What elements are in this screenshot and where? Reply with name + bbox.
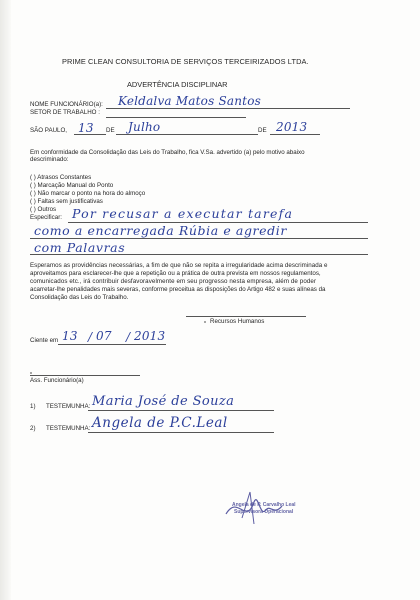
employee-signature-mark bbox=[30, 372, 32, 374]
witness-1-line bbox=[88, 410, 274, 411]
ciente-year: 2013 bbox=[134, 329, 166, 343]
option-faltas: ( ) Faltas sem justificativas bbox=[30, 198, 103, 205]
supervisor-stamp bbox=[232, 502, 332, 524]
option-atrasos: ( ) Atrasos Constantes bbox=[30, 174, 92, 181]
stamp-signature bbox=[224, 488, 284, 528]
specify-handwritten-1: Por recusar a executar tarefa bbox=[72, 206, 294, 221]
ciente-label: Ciente em bbox=[30, 337, 59, 344]
employee-line bbox=[106, 108, 350, 109]
witness-2-label: TESTEMUNHA: bbox=[46, 425, 91, 432]
stamp-role: Supervisora Operacional bbox=[234, 509, 294, 515]
closing-line-1: Esperamos as providências necessárias, a fim de que não se repita a irregularidade acima descriminada e bbox=[30, 262, 328, 269]
city-label: SÃO PAULO, bbox=[30, 127, 68, 134]
ciente-day: 13 bbox=[62, 329, 78, 343]
specify-handwritten-2: como a encarregada Rúbia e agredir bbox=[34, 223, 287, 238]
option-marcacao-manual: ( ) Marcação Manual do Ponto bbox=[30, 182, 114, 189]
witness-1-number: 1) bbox=[30, 403, 36, 410]
date-month-handwritten: Julho bbox=[128, 120, 161, 134]
employee-label: NOME FUNCIONÁRIO(a): bbox=[30, 101, 103, 108]
year-line bbox=[270, 134, 320, 135]
closing-line-3: comunicados etc., irá contribuir desfavoravelmente em seu progresso nesta empresa, além de poder bbox=[30, 278, 317, 285]
sector-line bbox=[106, 117, 246, 118]
employee-signature-label: Ass. Funcionário(a) bbox=[30, 377, 84, 384]
specify-handwritten-3: com Palavras bbox=[34, 240, 126, 255]
intro-line-1: Em conformidade da Consolidação das Leis do Trabalho, fica V.Sa. advertido (a) pelo motivo abaixo bbox=[30, 149, 305, 156]
employee-name-handwritten: Keldalva Matos Santos bbox=[118, 94, 261, 108]
witness-1-signature: Maria José de Souza bbox=[92, 394, 235, 409]
specify-label: Especificar: bbox=[30, 214, 62, 221]
specify-line-2 bbox=[30, 238, 368, 239]
date-de-2: DE bbox=[258, 127, 267, 134]
option-outros: ( ) Outros bbox=[30, 206, 57, 213]
date-de-1: DE bbox=[106, 127, 115, 134]
witness-1-label: TESTEMUNHA: bbox=[46, 403, 91, 410]
ciente-line bbox=[58, 344, 166, 345]
intro-line-2: descriminado: bbox=[30, 156, 69, 163]
month-line bbox=[116, 134, 258, 135]
company-name: PRIME CLEAN CONSULTORIA DE SERVIÇOS TERCEIRIZADOS LTDA. bbox=[62, 57, 309, 66]
closing-line-5: Consolidação das Leis do Trabalho. bbox=[30, 294, 129, 301]
date-day-handwritten: 13 bbox=[78, 121, 94, 135]
hr-label: Recursos Humanos bbox=[210, 318, 265, 325]
ciente-sep-2: / bbox=[126, 330, 131, 344]
employee-signature-line bbox=[30, 375, 140, 376]
witness-2-line bbox=[88, 432, 274, 433]
hr-signature-line bbox=[186, 316, 306, 317]
sector-label: SETOR DE TRABALHO : bbox=[30, 109, 100, 116]
closing-line-4: acarretar-lhe penalidades mais severas, conforme preceitua as disposições do Artigo 482 e suas alíneas da bbox=[30, 286, 326, 293]
closing-line-2: aproveitamos para esclarecer-lhe que a repetição ou a prática de outra prevista em nossos regulamentos, bbox=[30, 270, 321, 277]
witness-2-number: 2) bbox=[30, 425, 36, 432]
stamp-name: Angela de P. Carvalho Leal bbox=[232, 502, 296, 508]
ciente-sep-1: / bbox=[88, 330, 93, 344]
option-almoco: ( ) Não marcar o ponto na hora do almoço bbox=[30, 190, 146, 197]
hr-mark bbox=[204, 321, 206, 323]
date-year-handwritten: 2013 bbox=[276, 120, 308, 134]
ciente-month: 07 bbox=[96, 329, 112, 343]
document-title: ADVERTÊNCIA DISCIPLINAR bbox=[127, 80, 228, 89]
witness-2-signature: Angela de P.C.Leal bbox=[92, 415, 228, 431]
